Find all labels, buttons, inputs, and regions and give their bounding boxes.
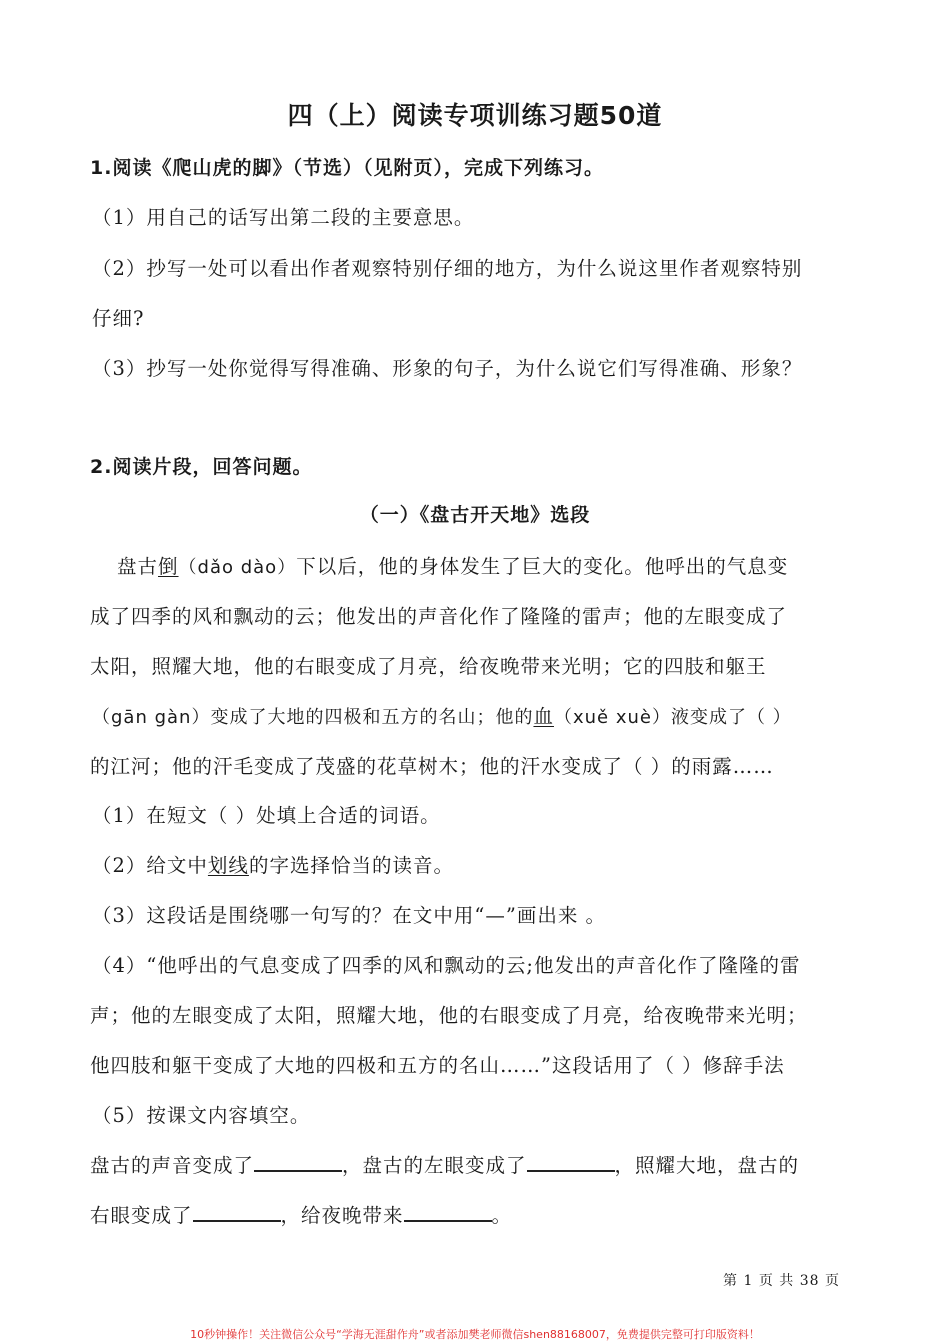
passage-text: （xuě xuè）液变成了（ ） [553,707,792,728]
question-2-item-4-line-3: 他四肢和躯干变成了大地的四极和五方的名山……”这段话用了（ ）修辞手法 [90,1054,785,1077]
fill-text: 盘古的声音变成了 [90,1154,255,1177]
question-2-item-1: （1）在短文（ ）处填上合适的词语。 [92,804,441,827]
fill-text: ，盘古的左眼变成了 [342,1154,527,1177]
question-2-item-3: （3）这段话是围绕哪一句写的？在文中用“—”画出来 。 [92,904,607,927]
passage-line-2: 成了四季的风和飘动的云；他发出的声音化作了隆隆的雷声；他的左眼变成了 [90,605,788,628]
fill-text: ，照耀大地，盘古的 [614,1154,800,1177]
item-text: 的字选择恰当的读音。 [248,854,454,877]
passage-line-5: 的江河；他的汗毛变成了茂盛的花草树木；他的汗水变成了（ ）的雨露…… [90,755,774,778]
underlined-word: 划线 [207,854,249,877]
fill-blank-line-1 [90,1150,799,1178]
answer-blank[interactable] [193,1202,281,1222]
underlined-char: 血 [533,705,554,728]
passage-text: 盘古 [117,555,159,578]
fill-text: 右眼变成了 [90,1204,193,1227]
answer-blank[interactable] [254,1152,342,1172]
answer-blank[interactable] [404,1202,492,1222]
fill-text: 。 [491,1204,513,1227]
fill-text: ，给夜晚带来 [280,1204,404,1227]
passage-line-3: 太阳，照耀大地，他的右眼变成了月亮，给夜晚带来光明；它的四肢和躯王 [90,655,767,678]
question-2-item-4-line-2: 声；他的左眼变成了太阳，照耀大地，他的右眼变成了月亮，给夜晚带来光明； [90,1004,808,1027]
passage-line-1 [117,551,788,579]
item-text: （2）给文中 [92,854,208,877]
page-number: 第 1 页 共 38 页 [723,1273,840,1289]
question-2-item-5: （5）按课文内容填空。 [92,1104,311,1127]
passage-subtitle: （一）《盘古开天地》选段 [359,504,591,526]
pinyin-options: （dǎo dào） [178,557,297,578]
passage-text: （gān gàn）变成了大地的四极和五方的名山；他的 [92,707,534,728]
question-1-item-2-cont: 仔细? [92,307,145,330]
question-2-item-4-line-1: （4）“他呼出的气息变成了四季的风和飘动的云;他发出的声音化作了隆隆的雷 [92,954,801,977]
question-2-heading: 2.阅读片段，回答问题。 [90,456,313,478]
question-1-item-2: （2）抄写一处可以看出作者观察特别仔细的地方，为什么说这里作者观察特别 [92,257,803,280]
passage-text: 下以后，他的身体发生了巨大的变化。他呼出的气息变 [296,555,789,578]
question-1-item-3: （3）抄写一处你觉得写得准确、形象的句子，为什么说它们写得准确、形象？ [92,357,803,380]
question-1-item-1: （1）用自己的话写出第二段的主要意思。 [92,206,475,229]
fill-blank-line-2 [90,1200,512,1228]
page-title: 四（上）阅读专项训练习题50道 [287,101,663,130]
question-2-item-2 [92,850,454,878]
footer-notice: 10秒钟操作！关注微信公众号“学海无涯甜作舟”或者添加樊老师微信shen88168007，免费提供完整可打印版资料！ [190,1328,760,1341]
passage-line-4 [92,701,792,729]
underlined-char: 倒 [158,555,179,578]
answer-blank[interactable] [527,1152,615,1172]
question-1-heading: 1.阅读《爬山虎的脚》（节选）（见附页），完成下列练习。 [90,157,604,179]
